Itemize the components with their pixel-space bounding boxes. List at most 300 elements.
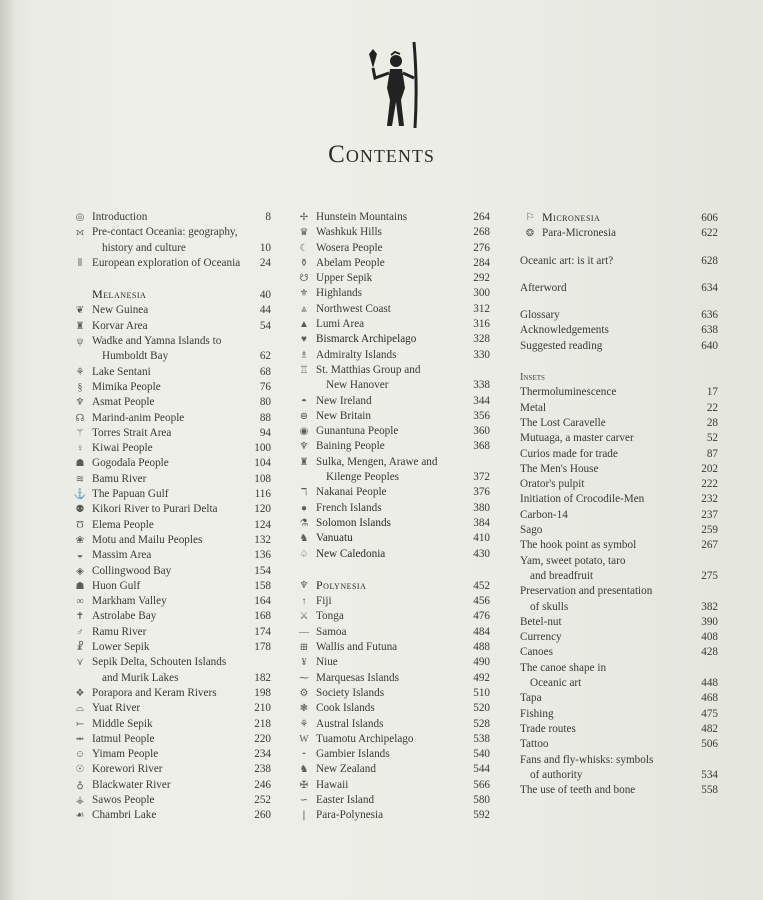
entry-title: Suggested reading [520,339,603,352]
toc-entry [70,365,275,380]
toc-entry [70,564,275,579]
page-number: 120 [254,503,271,516]
entry-title: Oceanic art: is it art? [520,254,614,267]
toc-entry [70,411,275,426]
section-motif-icon: § [77,381,83,393]
section-motif-icon: ♁ [76,779,84,791]
page-number: 220 [254,732,271,745]
entry-title: Betel-nut [520,615,562,628]
entry-title: Sulka, Mengen, Arawe and [316,455,438,468]
section-motif-icon: ☋ [299,273,309,285]
page-number: 390 [701,615,718,628]
entry-title: Wallis and Futuna [316,641,398,654]
toc-entry [70,533,275,548]
entry-title: Wosera People [316,241,383,254]
entry-title: The Papuan Gulf [92,488,169,501]
section-motif-icon: ◉ [299,426,309,438]
toc-entry [294,485,494,500]
section-motif-icon: ℸ [300,487,308,499]
section-motif-icon: ♖ [299,364,309,376]
page-number: 640 [701,339,718,352]
entry-title: Northwest Coast [316,302,391,315]
page-number: 580 [473,793,490,806]
toc-entry [294,671,494,686]
toc-entry [520,226,722,241]
entry-title: French Islands [316,501,382,514]
section-motif-icon: ✠ [299,779,309,791]
page-number: 492 [473,671,490,684]
entry-title: Sawos People [92,793,155,806]
toc-entry [70,686,275,701]
page-number: 182 [254,671,271,684]
toc-entry [294,210,494,225]
page-number: 68 [259,365,271,378]
toc-entry [70,609,275,624]
page-number: 510 [473,686,490,699]
section-motif-icon: ♞ [299,764,309,776]
entry-title: Niue [316,656,338,669]
toc-entry [70,747,275,762]
entry-title: Mimika People [92,380,161,393]
toc-entry [294,701,494,716]
entry-title: Lower Sepik [92,641,150,654]
page-number: 87 [706,447,718,460]
page-number: 22 [706,401,718,414]
toc-entry [520,707,722,722]
toc-entry [70,579,275,594]
page-number: 430 [473,547,490,560]
page-number: 490 [473,656,490,669]
toc-entry [294,501,494,516]
section-motif-icon: ↑ [301,596,307,608]
toc-entry [70,594,275,609]
page-number: 428 [701,646,718,659]
entry-title: Wadke and Yamna Islands to [92,335,222,348]
page-number: 44 [259,304,271,317]
toc-entry [520,753,722,784]
section-motif-icon: ⚘ [75,366,85,378]
section-motif-icon: ♛ [299,227,309,239]
section-motif-icon: ✝ [75,611,85,623]
section-motif-icon: ⚱ [299,257,309,269]
page-number: 40 [259,289,271,302]
page-number: 538 [473,732,490,745]
entry-title: Upper Sepik [316,272,373,285]
section-motif-icon: ♗ [299,349,309,361]
section-motif-icon: ⟗ [75,227,85,239]
entry-title: Admiralty Islands [316,348,397,361]
page-number: 476 [473,610,490,623]
section-motif-icon: ⚓ [73,489,87,501]
page-number: 636 [701,309,718,322]
section-motif-icon: ⚶ [75,794,85,806]
section-motif-icon: ♆ [299,441,309,453]
toc-entry [520,254,722,269]
page-number: 540 [473,748,490,761]
page-number: 234 [254,748,271,761]
entry-title: The Lost Caravelle [520,416,606,429]
entry-title: Tonga [316,610,344,623]
section-motif-icon: ⩓ [301,303,307,315]
entry-title: The canoe shape in [520,661,607,674]
insets-heading [520,370,722,385]
section-motif-icon: ⚗ [299,517,309,529]
toc-entry [70,778,275,793]
section-motif-icon: ⚘ [299,718,309,730]
entry-title: Elema People [92,518,154,531]
entry-title: Currency [520,631,562,644]
entry-title: Lumi Area [316,318,365,331]
toc-entry [70,303,275,318]
page-number: 534 [701,768,718,781]
entry-title: The use of teeth and bone [520,784,636,797]
toc-entry [294,547,494,562]
toc-entry [520,323,722,338]
page-number: 76 [259,380,271,393]
entry-title: Tapa [520,692,542,705]
section-motif-icon: ≋ [75,473,85,485]
section-motif-icon: ☺ [74,749,86,761]
toc-entry [294,747,494,762]
toc-entry [294,655,494,670]
toc-entry [70,548,275,563]
toc-entry [520,431,722,446]
page-number: 468 [701,692,718,705]
page-number: 622 [701,227,718,240]
entry-title: Society Islands [316,686,385,699]
toc-entry [70,426,275,441]
page-number: 62 [259,350,271,363]
toc-entry [520,630,722,645]
toc-entry [70,380,275,395]
section-motif-icon: — [299,626,309,638]
entry-title: Gunantuna People [316,425,399,438]
entry-title: Micronesia [542,210,601,224]
toc-entry [294,625,494,640]
toc-entry [294,640,494,655]
entry-title: New Britain [316,409,371,422]
page-number: 260 [254,809,271,822]
toc-entry [294,762,494,777]
toc-entry [70,640,275,655]
page-number: 376 [473,486,490,499]
page-number: 17 [706,386,718,399]
section-motif-icon: ⁃ [301,749,307,761]
section-motif-icon: ☉ [75,764,85,776]
entry-title: Tattoo [520,738,549,751]
toc-entry [294,531,494,546]
toc-entry [294,793,494,808]
section-motif-icon: ♜ [299,456,309,468]
entry-title: Vanuatu [316,532,353,545]
page-number: 267 [701,539,718,552]
entry-title: Austral Islands [316,717,384,730]
section-motif-icon: ⚉ [75,504,85,516]
page-number: 100 [254,442,271,455]
toc-entry [70,717,275,732]
toc-entry [70,456,275,471]
entry-title: Introduction [92,211,148,223]
entry-title-continued: of authority [530,768,583,781]
page-number: 54 [259,319,271,332]
entry-title: Solomon Islands [316,516,391,529]
entry-title: Thermoluminescence [520,386,617,399]
page-number: 52 [706,432,718,445]
entry-title: Markham Valley [92,595,167,608]
toc-entry [520,783,722,798]
section-heading [520,210,722,226]
page-number: 300 [473,287,490,300]
toc-entry [294,302,494,317]
section-motif-icon: ❃ [299,703,309,715]
page-number: 372 [473,471,490,484]
section-motif-icon: ✢ [299,212,309,223]
entry-title: Easter Island [316,793,375,806]
entry-title: Marquesas Islands [316,671,399,684]
toc-entry [294,732,494,747]
page-number: 338 [473,379,490,392]
page-number: 264 [473,211,490,223]
toc-entry [294,271,494,286]
toc-entry [70,225,275,256]
entry-title: Cook Islands [316,702,375,715]
page-number: 544 [473,763,490,776]
toc-entry [294,808,494,823]
page-number: 275 [701,569,718,582]
toc-entry [70,655,275,686]
page-number: 268 [473,226,490,239]
section-motif-icon: ♤ [299,548,309,560]
toc-entry [520,538,722,553]
entry-title-continued: Oceanic art [530,677,582,690]
toc-entry [70,319,275,334]
page-number: 638 [701,324,718,337]
entry-title: Highlands [316,287,362,300]
page-number: 88 [259,411,271,424]
page-number: 488 [473,641,490,654]
entry-title: Sago [520,524,543,537]
section-motif-icon: ⚐ [525,212,535,223]
entry-title: New Zealand [316,763,376,776]
toc-entry [294,241,494,256]
section-motif-icon: ⫴ [77,257,83,269]
section-motif-icon: ⊜ [299,410,309,422]
page-number: 218 [254,717,271,730]
toc-entry [294,317,494,332]
entry-title: Kikori River to Purari Delta [92,503,218,516]
page-number: 452 [473,579,490,592]
entry-title: Orator's pulpit [520,478,585,491]
toc-entry [294,778,494,793]
section-motif-icon: ● [300,502,308,514]
page-number: 506 [701,738,718,751]
page-number: 520 [473,702,490,715]
entry-title: Acknowledgements [520,324,609,337]
entry-title-continued: history and culture [102,241,186,254]
toc-entry [294,424,494,439]
entry-title: Baining People [316,440,385,453]
toc-entry [520,462,722,477]
section-heading [294,578,494,594]
entry-title: Yimam People [92,748,159,761]
section-motif-icon: ♥ [301,334,307,346]
toc-entry [70,256,275,271]
entry-title: Chambri Lake [92,809,157,822]
page-number: 384 [473,516,490,529]
entry-title-continued: Kilenge Peoples [326,471,400,484]
toc-entry [70,732,275,747]
toc-entry [70,472,275,487]
entry-title-continued: New Hanover [326,379,389,392]
entry-title: Asmat People [92,396,155,409]
section-motif-icon: ▲ [299,319,309,331]
section-motif-icon: ☙ [75,810,85,822]
section-motif-icon: ⌓ [76,703,84,715]
page-number: 24 [259,256,271,269]
toc-entry [520,737,722,752]
entry-title: Samoa [316,625,347,638]
toc-entry [294,439,494,454]
entry-title: Middle Sepik [92,717,153,730]
entry-title: Gogodala People [92,457,169,470]
toc-entry [520,385,722,400]
section-motif-icon: ⥈ [75,733,85,745]
toc-entry [520,339,722,354]
entry-title: Yam, sweet potato, taro [520,554,626,567]
entry-title: Massim Area [92,549,152,562]
section-motif-icon: ⋎ [76,657,84,669]
toc-entry [520,584,722,615]
entry-title: Iatmul People [92,732,155,745]
section-motif-icon: ❘ [299,810,309,822]
toc-entry [294,363,494,394]
section-motif-icon: ψ [76,336,84,348]
entry-title: Nakanai People [316,486,387,499]
entry-title: Ramu River [92,625,147,638]
entry-title: Tuamotu Archipelago [316,732,414,745]
page-number: 276 [473,241,490,254]
toc-entry [294,394,494,409]
page-number: 558 [701,784,718,797]
entry-title: Marind-anim People [92,411,185,424]
section-motif-icon: ❖ [75,687,85,699]
entry-title-continued: of skulls [530,600,569,613]
entry-title: Motu and Mailu Peoples [92,533,203,546]
entry-title: Bismarck Archipelago [316,333,417,346]
page-number: 368 [473,440,490,453]
section-motif-icon: ❂ [525,228,535,240]
page-number: 168 [254,610,271,623]
page-number: 116 [254,488,271,501]
entry-title: The hook point as symbol [520,539,637,552]
page-number: 634 [701,281,718,294]
page-number: 94 [259,426,271,439]
toc-entry [70,808,275,823]
page-number: 246 [254,778,271,791]
toc-entry [70,793,275,808]
toc-entry [294,332,494,347]
page-number: 408 [701,631,718,644]
entry-title: Initiation of Crocodile-Men [520,493,645,506]
toc-entry [294,717,494,732]
page-number: 8 [265,211,271,223]
page-number: 238 [254,763,271,776]
entry-title: Abelam People [316,256,385,269]
entry-title: Para-Micronesia [542,227,616,240]
page-number: 344 [473,394,490,407]
toc-entry [294,455,494,486]
page-number: 198 [254,686,271,699]
entry-title: Fiji [316,595,332,608]
entry-title: Canoes [520,646,553,659]
entry-title: Trade routes [520,722,576,735]
section-motif-icon: W [299,733,309,745]
page-number: 108 [254,472,271,485]
toc-entry [70,762,275,777]
section-motif-icon: ◈ [76,565,84,577]
entry-title: European exploration of Oceania [92,256,241,269]
page-number: 566 [473,778,490,791]
section-motif-icon: ⁓ [299,672,309,684]
toc-entry [70,518,275,533]
section-motif-icon: ◎ [75,212,85,223]
page-number: 210 [254,702,271,715]
page-number: 312 [473,302,490,315]
page-title: Contents [328,141,435,168]
entry-title: Polynesia [316,577,367,592]
entry-title: Afterword [520,281,567,294]
entry-title: Fans and fly-whisks: symbols [520,753,654,766]
page-number: 330 [473,348,490,361]
entry-title: The Men's House [520,462,599,475]
toc-entry [70,625,275,640]
toc-entry [520,722,722,737]
page-number: 592 [473,809,490,822]
page-number: 360 [473,425,490,438]
section-motif-icon: ♜ [75,320,85,332]
section-motif-icon: ♀ [76,443,84,455]
page-number: 202 [701,462,718,475]
toc-entry [520,447,722,462]
page-number: 328 [473,333,490,346]
page-number: 232 [701,493,718,506]
section-motif-icon: ♆ [299,579,309,591]
page-number: 104 [254,457,271,470]
page-number: 80 [259,396,271,409]
entry-title: Kiwai People [92,442,153,455]
page-number: 174 [254,625,271,638]
contents-column-2 [294,210,494,824]
toc-entry [70,487,275,502]
section-motif-icon: ⚙ [299,687,309,699]
entry-title: Blackwater River [92,778,171,791]
page-number: 164 [254,595,271,608]
toc-entry [294,225,494,240]
toc-entry [70,502,275,517]
section-motif-icon: ☧ [76,642,84,654]
entry-title: Fishing [520,707,554,720]
toc-entry [294,686,494,701]
page-number: 158 [254,579,271,592]
entry-title: Curios made for trade [520,447,618,460]
entry-title: Melanesia [92,287,147,302]
page-number: 410 [473,532,490,545]
toc-entry [520,492,722,507]
page-number: 292 [473,272,490,285]
page-number: 482 [701,722,718,735]
section-motif-icon: ∞ [76,596,84,608]
entry-title: Torres Strait Area [92,426,172,439]
